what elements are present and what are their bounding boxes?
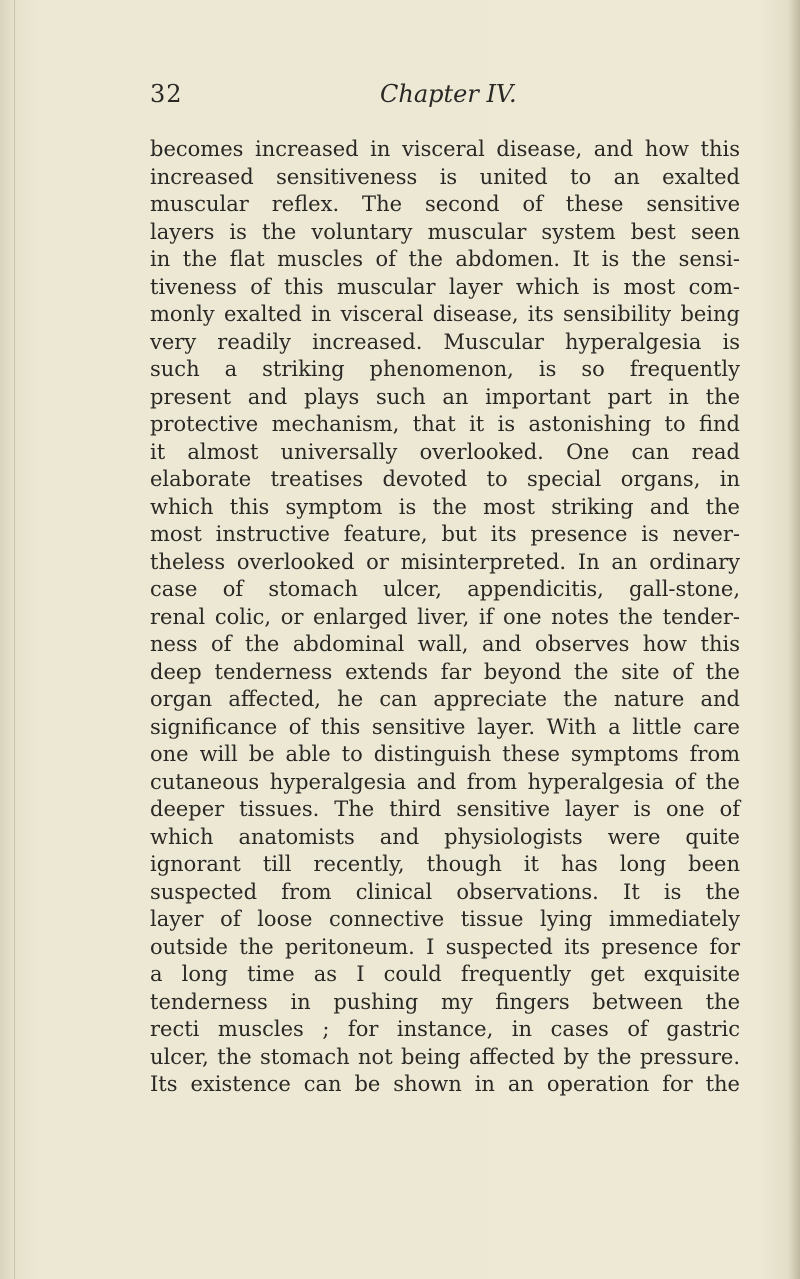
text-line: deep tenderness extends far beyond the site of the bbox=[150, 659, 740, 684]
text-line: increased sensitiveness is united to an exalted bbox=[150, 164, 740, 189]
text-line: deeper tissues. The third sensitive layer is one of bbox=[150, 797, 740, 821]
text-line: such a striking phenomenon, is so frequently bbox=[150, 357, 740, 381]
text-line: present and plays such an important part in the bbox=[150, 384, 740, 409]
text-line: muscular reflex. The second of these sensitive bbox=[150, 192, 740, 216]
text-line: very readily increased. Muscular hyperalgesia is bbox=[150, 329, 740, 354]
text-line: tenderness in pushing my fingers between the bbox=[150, 989, 740, 1014]
text-line: cutaneous hyperalgesia and from hyperalgesia of the bbox=[150, 769, 740, 794]
text-line: ulcer, the stomach not being affected by the pressure. bbox=[150, 1044, 740, 1069]
text-line: recti muscles ; for instance, in cases of gastric bbox=[150, 1017, 740, 1041]
text-line: monly exalted in visceral disease, its sensibility being bbox=[150, 302, 740, 326]
text-line: significance of this sensitive layer. With a little care bbox=[150, 714, 740, 739]
text-line: theless overlooked or misinterpreted. In an ordinary bbox=[150, 549, 740, 574]
text-line: renal colic, or enlarged liver, if one notes the tender- bbox=[150, 604, 740, 629]
text-line: Its existence can be shown in an operation for the bbox=[150, 1072, 740, 1096]
text-line: outside the peritoneum. I suspected its presence for bbox=[150, 934, 740, 959]
text-line: ignorant till recently, though it has long been bbox=[150, 852, 740, 876]
text-line: case of stomach ulcer, appendicitis, gall-stone, bbox=[150, 577, 740, 601]
text-line: it almost universally overlooked. One can read bbox=[150, 439, 740, 464]
text-line: a long time as I could frequently get exquisite bbox=[150, 962, 740, 986]
running-head: Chapter IV. bbox=[380, 80, 517, 108]
text-line: which anatomists and physiologists were quite bbox=[150, 824, 740, 849]
text-line: tiveness of this muscular layer which is most com- bbox=[150, 274, 740, 299]
page-edge-shadow bbox=[788, 0, 800, 1279]
text-line: which this symptom is the most striking and the bbox=[150, 494, 740, 519]
text-line: protective mechanism, that it is astonishing to find bbox=[150, 412, 740, 436]
text-line: ness of the abdominal wall, and observes how this bbox=[150, 632, 740, 656]
text-line: organ affected, he can appreciate the nature and bbox=[150, 687, 740, 711]
text-line: layers is the voluntary muscular system best seen bbox=[150, 219, 740, 244]
page-header bbox=[150, 80, 740, 120]
page-gutter bbox=[14, 0, 15, 1279]
text-line: layer of loose connective tissue lying immediately bbox=[150, 907, 740, 931]
text-line: becomes increased in visceral disease, and how this bbox=[150, 137, 740, 161]
text-line: most instructive feature, but its presence is never- bbox=[150, 522, 740, 546]
text-line: suspected from clinical observations. It is the bbox=[150, 879, 740, 904]
body-text bbox=[150, 136, 740, 1099]
text-line: in the flat muscles of the abdomen. It is the sensi- bbox=[150, 247, 740, 271]
text-line: one will be able to distinguish these symptoms from bbox=[150, 742, 740, 766]
page-number: 32 bbox=[150, 80, 183, 108]
text-line: elaborate treatises devoted to special organs, in bbox=[150, 467, 740, 491]
